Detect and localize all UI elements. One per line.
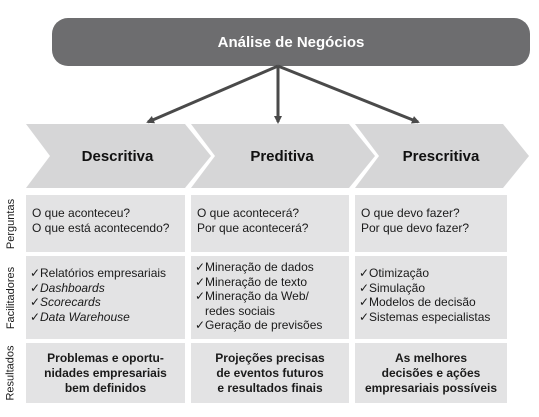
check-icon: ✓ — [359, 280, 370, 295]
result-line: Problemas e oportu- — [47, 350, 164, 365]
check-icon: ✓ — [195, 289, 206, 303]
result-line: As melhores — [394, 350, 468, 365]
question-text: Por que devo fazer? — [361, 221, 470, 235]
result-line: bem definidos — [64, 380, 147, 395]
check-icon: ✓ — [359, 309, 370, 324]
check-icon: ✓ — [195, 274, 206, 289]
facilitator-text: Relatórios empresariais — [40, 266, 167, 280]
result-line: Projeções precisas — [215, 350, 325, 365]
check-icon: ✓ — [195, 260, 206, 274]
check-icon: ✓ — [359, 266, 370, 280]
result-line: nidades empresariais — [44, 365, 167, 380]
facilitadores-list — [355, 256, 507, 324]
facilitator-text: redes sociais — [205, 303, 276, 318]
facilitator-text: Geração de previsões — [205, 318, 323, 332]
facilitator-text: Otimização — [369, 266, 430, 280]
facilitator-item — [359, 295, 503, 310]
facilitadores-cell-preditiva — [191, 256, 349, 339]
check-icon: ✓ — [30, 266, 41, 280]
row-label-perguntas — [3, 195, 19, 252]
facilitadores-cell-prescritiva — [355, 256, 507, 339]
arrows — [0, 0, 539, 130]
diagram-title: Análise de Negócios — [217, 33, 365, 51]
facilitator-text: Scorecards — [40, 295, 101, 309]
facilitator-item — [359, 310, 503, 325]
check-icon: ✓ — [195, 318, 206, 332]
resultados-cell-descritiva — [26, 343, 185, 403]
question-text: O que acontecerá? — [197, 206, 300, 220]
facilitator-item — [195, 260, 345, 275]
facilitator-text: Simulação — [369, 280, 426, 295]
facilitator-text: Mineração de texto — [205, 274, 308, 289]
column-label-text: Prescritiva — [402, 147, 480, 165]
facilitator-text: Modelos de decisão — [369, 295, 476, 309]
check-icon: ✓ — [30, 295, 41, 309]
resultados-cell-preditiva — [191, 343, 349, 403]
question-text: O que aconteceu? — [32, 206, 131, 220]
facilitator-item — [195, 289, 345, 304]
result-line: empresariais possíveis — [364, 380, 498, 395]
row-label-resultados — [3, 343, 19, 403]
facilitator-item — [195, 275, 345, 290]
facilitator-text: Mineração de dados — [205, 260, 314, 274]
row-label-text: Perguntas — [5, 198, 17, 249]
question-text: O que devo fazer? — [361, 206, 460, 220]
facilitator-item — [30, 295, 181, 310]
result-line: e resultados finais — [217, 380, 323, 395]
facilitator-text: Dashboards — [40, 280, 105, 295]
check-icon: ✓ — [359, 295, 370, 309]
column-label-descritiva — [50, 143, 185, 169]
resultados-cell-prescritiva — [355, 343, 507, 403]
facilitator-text: Data Warehouse — [40, 309, 130, 324]
question-text: Por que acontecerá? — [197, 221, 309, 235]
result-text — [44, 351, 167, 396]
arrow-prescritiva — [278, 66, 418, 122]
question-text: O que está acontecendo? — [32, 221, 170, 235]
result-line: decisões e ações — [381, 365, 481, 380]
check-icon: ✓ — [30, 280, 41, 295]
column-label-prescritiva — [379, 143, 503, 169]
facilitadores-list — [191, 256, 349, 333]
row-label-text: Resultados — [5, 345, 18, 401]
facilitator-item — [30, 281, 181, 296]
column-label-text: Preditiva — [250, 147, 314, 165]
facilitator-item — [195, 304, 345, 319]
facilitator-item — [359, 281, 503, 296]
facilitadores-cell-descritiva — [26, 256, 185, 339]
check-icon: ✓ — [30, 309, 41, 324]
perguntas-cell-preditiva — [191, 195, 349, 252]
facilitator-text: Sistemas especialistas — [369, 309, 491, 324]
row-label-facilitadores — [3, 256, 19, 339]
column-label-text: Descritiva — [81, 147, 154, 165]
facilitadores-list — [26, 256, 185, 324]
result-text — [365, 351, 497, 396]
facilitator-item — [30, 310, 181, 325]
result-line: de eventos futuros — [216, 365, 324, 380]
facilitator-item — [359, 266, 503, 281]
arrow-descritiva — [148, 66, 278, 122]
row-label-text: Facilitadores — [5, 266, 18, 329]
facilitator-item — [30, 266, 181, 281]
facilitator-item — [195, 318, 345, 333]
perguntas-cell-prescritiva — [355, 195, 507, 252]
column-label-preditiva — [215, 143, 349, 169]
facilitator-text: Mineração da Web/ — [205, 289, 309, 303]
result-text — [215, 351, 324, 396]
perguntas-cell-descritiva — [26, 195, 185, 252]
